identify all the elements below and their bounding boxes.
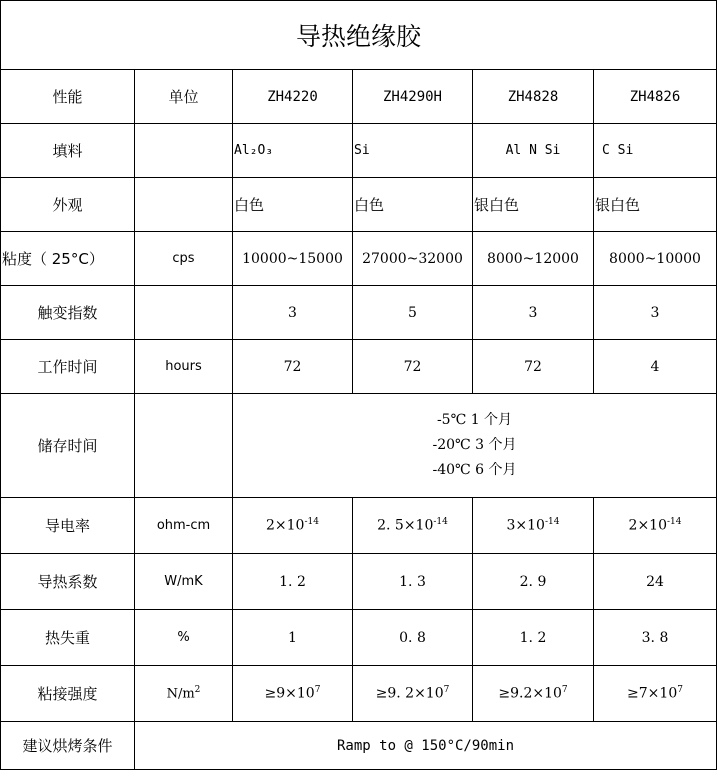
thermal-conductivity-value-1: 1. 2 — [233, 554, 353, 610]
resistivity-mantissa: 3×10 — [506, 517, 545, 534]
working-time-value-1: 72 — [233, 340, 353, 394]
filler-unit — [135, 124, 233, 178]
bond-strength-unit — [135, 666, 233, 722]
bond-strength-exponent: 7 — [314, 685, 321, 696]
viscosity-row — [1, 232, 717, 286]
weight-loss-row — [1, 610, 717, 666]
resistivity-value-2 — [353, 498, 473, 554]
thermal-conductivity-unit: W/mK — [135, 554, 233, 610]
storage-row — [1, 394, 717, 498]
storage-unit — [135, 394, 233, 498]
resistivity-mantissa: 2×10 — [628, 517, 667, 534]
resistivity-mantissa: 2. 5×10 — [377, 517, 434, 534]
bond-strength-mantissa: ≥9.2×10 — [498, 685, 562, 702]
appearance-label: 外观 — [1, 178, 135, 232]
appearance-row — [1, 178, 717, 232]
resistivity-exponent: -14 — [666, 517, 682, 528]
viscosity-value-2: 27000~32000 — [353, 232, 473, 286]
filler-label: 填料 — [1, 124, 135, 178]
working-time-value-4: 4 — [594, 340, 717, 394]
working-time-value-2: 72 — [353, 340, 473, 394]
weight-loss-value-2: 0. 8 — [353, 610, 473, 666]
header-product-4: ZH4826 — [594, 70, 717, 124]
resistivity-row — [1, 498, 717, 554]
working-time-row — [1, 340, 717, 394]
storage-label: 储存时间 — [1, 394, 135, 498]
bond-strength-unit-exponent: 2 — [194, 685, 201, 696]
bond-strength-value-1 — [233, 666, 353, 722]
bond-strength-value-2 — [353, 666, 473, 722]
bond-strength-mantissa: ≥9×10 — [264, 685, 315, 702]
bond-strength-mantissa: ≥7×10 — [627, 685, 678, 702]
bond-strength-exponent: 7 — [443, 685, 450, 696]
bond-strength-value-3 — [473, 666, 594, 722]
thermal-conductivity-row — [1, 554, 717, 610]
header-unit: 单位 — [135, 70, 233, 124]
thermal-conductivity-value-3: 2. 9 — [473, 554, 594, 610]
filler-row — [1, 124, 717, 178]
header-product-3: ZH4828 — [473, 70, 594, 124]
weight-loss-value-3: 1. 2 — [473, 610, 594, 666]
viscosity-unit: cps — [135, 232, 233, 286]
thermal-conductivity-value-4: 24 — [594, 554, 717, 610]
thixotropic-row — [1, 286, 717, 340]
bond-strength-unit-base: N/m — [166, 686, 195, 702]
resistivity-exponent: -14 — [433, 517, 448, 528]
resistivity-value-3 — [473, 498, 594, 554]
thixotropic-unit — [135, 286, 233, 340]
filler-value-3: Al N Si — [473, 124, 594, 178]
viscosity-value-4: 8000~10000 — [594, 232, 717, 286]
bond-strength-label: 粘接强度 — [1, 666, 135, 722]
bond-strength-row — [1, 666, 717, 722]
viscosity-label: 粘度（ 25°C） — [1, 232, 135, 286]
weight-loss-unit: % — [135, 610, 233, 666]
bake-label: 建议烘烤条件 — [1, 722, 135, 770]
resistivity-exponent: -14 — [304, 517, 319, 528]
table-title: 导热绝缘胶 — [1, 1, 717, 70]
thixotropic-value-2: 5 — [353, 286, 473, 340]
bond-strength-value-4 — [594, 666, 717, 722]
filler-value-1: Al₂O₃ — [233, 124, 353, 178]
storage-line-2: -20℃ 3 个月 — [432, 437, 517, 453]
viscosity-value-1: 10000~15000 — [233, 232, 353, 286]
resistivity-unit: ohm-cm — [135, 498, 233, 554]
bond-strength-mantissa: ≥9. 2×10 — [375, 685, 444, 702]
resistivity-exponent: -14 — [544, 517, 560, 528]
header-row — [1, 70, 717, 124]
header-property: 性能 — [1, 70, 135, 124]
storage-values — [233, 394, 717, 498]
resistivity-value-1 — [233, 498, 353, 554]
filler-value-2: Si — [353, 124, 473, 178]
storage-line-1: -5℃ 1 个月 — [436, 412, 513, 428]
weight-loss-value-1: 1 — [233, 610, 353, 666]
thixotropic-value-3: 3 — [473, 286, 594, 340]
appearance-value-1: 白色 — [233, 178, 353, 232]
thermal-conductivity-value-2: 1. 3 — [353, 554, 473, 610]
working-time-value-3: 72 — [473, 340, 594, 394]
resistivity-mantissa: 2×10 — [266, 517, 305, 534]
thermal-conductivity-label: 导热系数 — [1, 554, 135, 610]
working-time-unit: hours — [135, 340, 233, 394]
header-product-1: ZH4220 — [233, 70, 353, 124]
working-time-label: 工作时间 — [1, 340, 135, 394]
appearance-value-4: 银白色 — [594, 178, 717, 232]
bond-strength-exponent: 7 — [677, 685, 683, 696]
appearance-unit — [135, 178, 233, 232]
resistivity-label: 导电率 — [1, 498, 135, 554]
bake-row — [1, 722, 717, 770]
weight-loss-value-4: 3. 8 — [594, 610, 717, 666]
appearance-value-3: 银白色 — [473, 178, 594, 232]
viscosity-value-3: 8000~12000 — [473, 232, 594, 286]
weight-loss-label: 热失重 — [1, 610, 135, 666]
bond-strength-exponent: 7 — [561, 685, 568, 696]
storage-line-3: -40℃ 6 个月 — [432, 462, 517, 478]
thixotropic-value-1: 3 — [233, 286, 353, 340]
bake-value: Ramp to @ 150°C/90min — [135, 722, 717, 770]
title-row — [1, 1, 717, 70]
thixotropic-value-4: 3 — [594, 286, 717, 340]
thixotropic-label: 触变指数 — [1, 286, 135, 340]
header-product-2: ZH4290H — [353, 70, 473, 124]
filler-value-4: C Si — [594, 124, 717, 178]
resistivity-value-4 — [594, 498, 717, 554]
appearance-value-2: 白色 — [353, 178, 473, 232]
